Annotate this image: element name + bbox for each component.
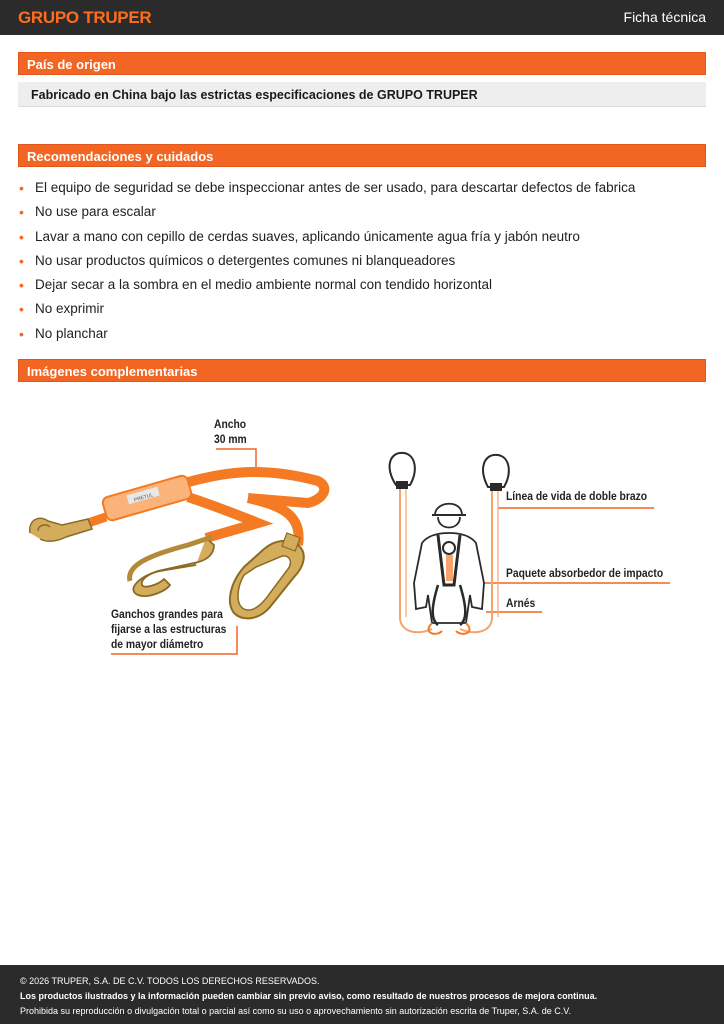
list-item: • El equipo de seguridad se debe inspeccionar antes de ser usado, para descartar defectos de fabrica xyxy=(18,176,706,200)
list-item: • No use para escalar xyxy=(18,200,706,224)
list-item: • No exprimir xyxy=(18,297,706,321)
footer xyxy=(0,965,724,1024)
lifeline-callout: Línea de vida de doble brazo xyxy=(506,489,648,503)
hooks-callout: Ganchos grandes para fijarse a las estructuras de mayor diámetro xyxy=(111,607,227,651)
sheet-type-label: Ficha técnica xyxy=(623,9,706,25)
harness-callout: Arnés xyxy=(506,596,536,610)
bullet-icon: • xyxy=(19,252,24,269)
notice-text: Los productos ilustrados y la información pueden cambiar sin previo aviso, como resultado de nuestros procesos de mejora continua. xyxy=(20,991,598,1001)
absorber-callout: Paquete absorbedor de impacto xyxy=(506,566,664,580)
list-item: • Lavar a mano con cepillo de cerdas suaves, aplicando únicamente agua fría y jabón neutro xyxy=(18,225,706,249)
images-section-title: Imágenes complementarias xyxy=(18,359,706,382)
bullet-icon: • xyxy=(19,325,24,342)
bullet-icon: • xyxy=(19,301,24,318)
width-callout: Ancho 30 mm xyxy=(214,417,247,446)
copyright-text: © 2026 TRUPER, S.A. DE C.V. TODOS LOS DERECHOS RESERVADOS. xyxy=(20,976,320,986)
bullet-icon: • xyxy=(19,228,24,245)
origin-text: Fabricado en China bajo las estrictas especificaciones de GRUPO TRUPER xyxy=(18,82,706,107)
prohibition-text: Prohibida su reproducción o divulgación total o parcial así como su uso o aprovechamiento sin autorización escrita de Truper, S.A. de C.V. xyxy=(20,1006,571,1016)
list-item: • Dejar secar a la sombra en el medio ambiente normal con tendido horizontal xyxy=(18,273,706,297)
absorber-label: PRETUL xyxy=(133,492,155,504)
recommendations-list xyxy=(18,176,706,346)
top-bar xyxy=(0,0,724,35)
origin-section-title: País de origen xyxy=(18,52,706,75)
complementary-images xyxy=(18,395,706,665)
bullet-icon: • xyxy=(19,180,24,196)
bullet-icon: • xyxy=(19,277,24,294)
bullet-icon: • xyxy=(19,204,24,221)
truper-logo: GRUPO TRUPER xyxy=(18,8,152,27)
recommendations-section-title: Recomendaciones y cuidados xyxy=(18,144,706,167)
list-item: • No planchar xyxy=(18,322,706,346)
list-item: • No usar productos químicos o detergentes comunes ni blanqueadores xyxy=(18,249,706,273)
